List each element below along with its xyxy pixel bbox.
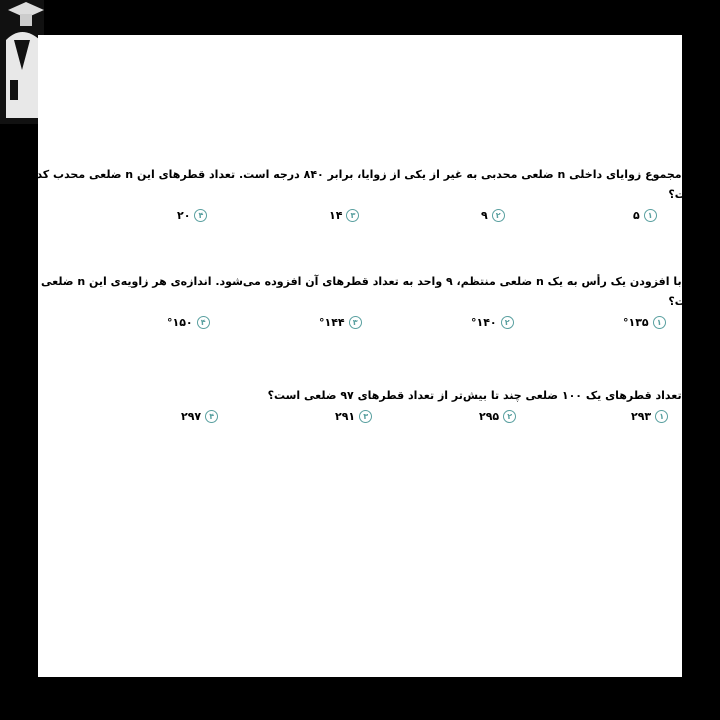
- q3-option-2[interactable]: [481, 209, 505, 222]
- question-4-text: با افزودن یک رأس به یک n ضلعی منتظم، ۹ واحد به تعداد قطرهای آن افزوده می‌شود. اندازه‌ی هر زاویه‌ی این n ضلعی کدام: [12, 275, 682, 288]
- question-4-line-2: است؟: [668, 295, 701, 308]
- q3-option-3-text: ۱۴: [329, 209, 343, 222]
- q4-option-1-text: °۱۳۵: [623, 316, 649, 329]
- question-3-line-1: [24, 163, 701, 185]
- q4-option-2-text: °۱۴۰: [471, 316, 497, 329]
- question-5-number: ۵-: [685, 385, 701, 403]
- q4-option-4[interactable]: [167, 316, 210, 329]
- question-5-options: [83, 410, 683, 426]
- question-3: [24, 163, 701, 222]
- q3-option-4-marker: ۴: [194, 209, 207, 222]
- q5-option-4-text: ۲۹۷: [181, 410, 202, 423]
- q5-option-1[interactable]: [631, 410, 668, 423]
- q3-option-3-marker: ۳: [346, 209, 359, 222]
- q5-option-2-text: ۲۹۵: [479, 410, 500, 423]
- q3-option-1-text: ۵: [633, 209, 640, 222]
- q3-option-2-text: ۹: [481, 209, 488, 222]
- q4-option-1[interactable]: [623, 316, 666, 329]
- q3-option-4[interactable]: [177, 209, 207, 222]
- q5-option-2-marker: ۲: [503, 410, 516, 423]
- q4-option-3-text: °۱۴۴: [319, 316, 345, 329]
- q4-option-1-marker: ۱: [653, 316, 666, 329]
- q5-option-4[interactable]: [181, 410, 218, 423]
- question-sheet: [12, 35, 701, 677]
- q3-option-3[interactable]: [329, 209, 359, 222]
- question-5-text: تعداد قطرهای یک ۱۰۰ ضلعی چند تا بیش‌تر از تعداد قطرهای ۹۷ ضلعی است؟: [267, 389, 682, 402]
- q4-option-2[interactable]: [471, 316, 514, 329]
- q5-option-2[interactable]: [479, 410, 516, 423]
- question-4-options: [83, 316, 683, 332]
- q4-option-2-marker: ۲: [501, 316, 514, 329]
- q4-option-3-marker: ۳: [349, 316, 362, 329]
- q5-option-4-marker: ۴: [205, 410, 218, 423]
- question-3-options: [83, 209, 683, 225]
- q3-option-4-text: ۲۰: [177, 209, 191, 222]
- q3-option-2-marker: ۲: [492, 209, 505, 222]
- question-3-text: مجموع زوایای داخلی n ضلعی محدبی به غیر از یکی از زوایا، برابر ۸۴۰ درجه است. تعداد قطرهای این n ضلعی محدب کدام: [24, 168, 682, 181]
- q3-option-1-marker: ۱: [644, 209, 657, 222]
- question-4-line-1: [12, 270, 701, 292]
- question-5: [83, 384, 701, 423]
- question-4: [12, 270, 701, 329]
- q3-option-1[interactable]: [633, 209, 657, 222]
- q5-option-3-marker: ۳: [359, 410, 372, 423]
- question-5-line-1: [83, 384, 701, 406]
- question-3-line-2: است؟: [668, 188, 701, 201]
- q4-option-4-marker: ۴: [197, 316, 210, 329]
- question-3-number: ۳-: [685, 164, 701, 182]
- q5-option-3-text: ۲۹۱: [335, 410, 356, 423]
- question-4-number: ۴-: [685, 271, 701, 289]
- q5-option-1-marker: ۱: [655, 410, 668, 423]
- q4-option-4-text: °۱۵۰: [167, 316, 193, 329]
- q5-option-1-text: ۲۹۳: [631, 410, 652, 423]
- q5-option-3[interactable]: [335, 410, 372, 423]
- q4-option-3[interactable]: [319, 316, 362, 329]
